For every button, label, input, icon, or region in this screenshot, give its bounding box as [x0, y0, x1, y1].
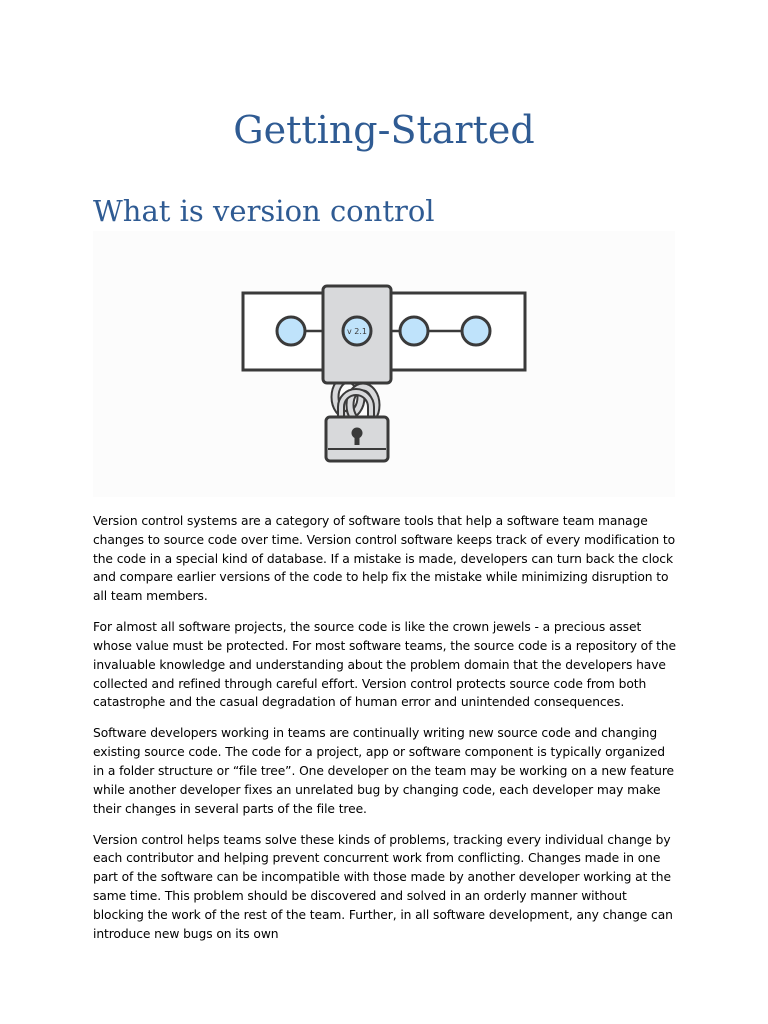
paragraph: Version control systems are a category of software tools that help a software team manage changes to source code over time. Version control software keeps track of every modification to the code in a special kind of database. If a mistake is made, developers can turn back the clock and compare earlier versions of the code to help fix the mistake while minimizing disruption to all team members. — [93, 514, 676, 604]
version-node-icon — [400, 317, 428, 345]
paragraph: For almost all software projects, the source code is like the crown jewels - a precious asset whose value must be protected. For most software teams, the source code is a repository of the invaluable knowledge and understanding about the problem domain that the developers have collected and refined through careful effort. Version control protects source code from both catastrophe and the casual degradation of human error and unintended consequences. — [93, 620, 677, 710]
version-control-illustration — [93, 231, 675, 497]
paragraph: Software developers working in teams are continually writing new source code and changing existing source code. The code for a project, app or software component is typically organized in a folder structure or “file tree”. One developer on the team may be working on a new feature while another developer fixes an unrelated bug by changing code, each developer may make their changes in several parts of the file tree. — [93, 726, 674, 816]
page-title: Getting-Started — [233, 108, 535, 152]
body-text — [93, 512, 677, 955]
paragraph: Version control helps teams solve these kinds of problems, tracking every individual change by each contributor and helping prevent concurrent work from conflicting. Changes made in one part of the software can be incompatible with those made by another developer working at the same time. This problem should be discovered and solved in an orderly manner without blocking the work of the rest of the team. Further, in all software development, any change can introduce new bugs on its own — [93, 832, 673, 941]
version-node-icon — [277, 317, 305, 345]
version-node-icon — [462, 317, 490, 345]
section-heading: What is version control — [93, 194, 435, 228]
version-lock-diagram — [93, 231, 675, 497]
version-label: v 2.1 — [347, 327, 367, 336]
